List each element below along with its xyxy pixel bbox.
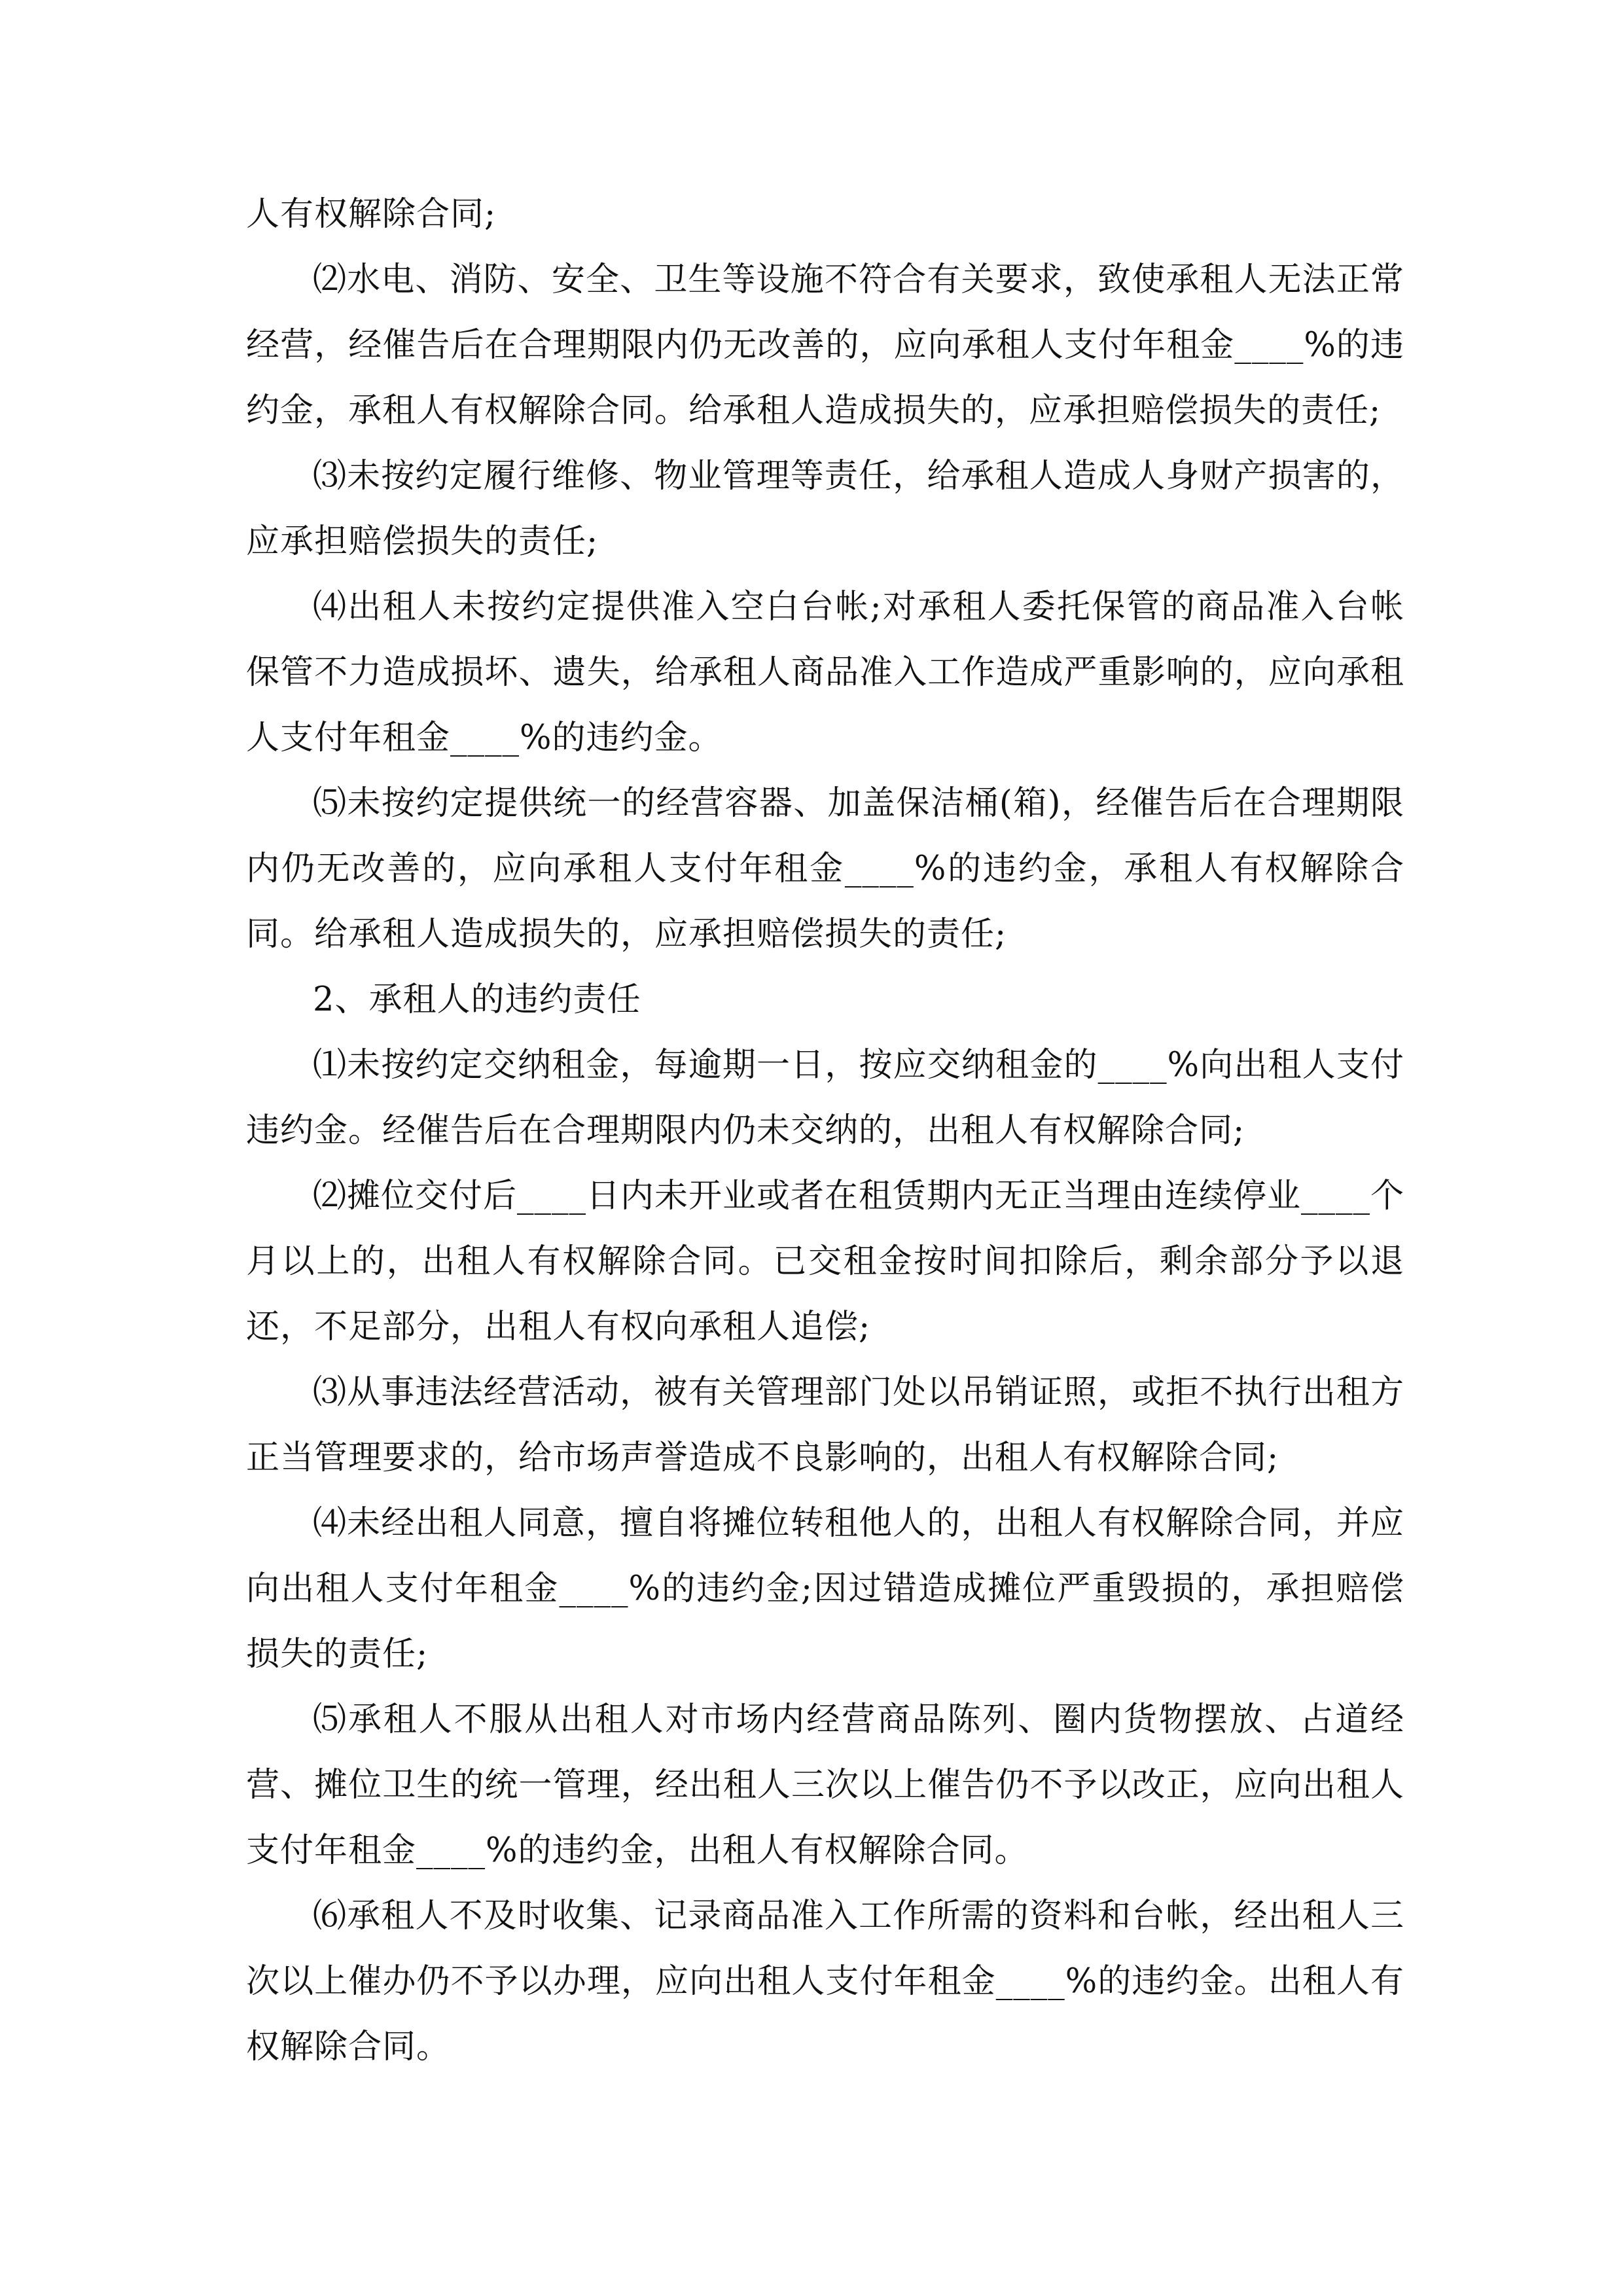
paragraph-lessee-clause-4: ⑷未经出租人同意，擅自将摊位转租他人的，出租人有权解除合同，并应向出租人支付年租金____%的违约金;因过错造成摊位严重毁损的，承担赔偿损失的责任;: [246, 1504, 1404, 1674]
paragraph-lessor-clause-5: ⑸未按约定提供统一的经营容器、加盖保洁桶(箱)，经催告后在合理期限内仍无改善的，应向承租人支付年租金____%的违约金，承租人有权解除合同。给承租人造成损失的，应承担赔偿损失的责任;: [246, 784, 1404, 954]
paragraph-lessee-clause-6: ⑹承租人不及时收集、记录商品准入工作所需的资料和台帐，经出租人三次以上催办仍不予以办理，应向出租人支付年租金____%的违约金。出租人有权解除合同。: [246, 1897, 1404, 2066]
section-heading-lessee-liability: 2、承租人的违约责任: [313, 980, 641, 1019]
paragraph-lessor-clause-2: ⑵水电、消防、安全、卫生等设施不符合有关要求，致使承租人无法正常经营，经催告后在合理期限内仍无改善的，应向承租人支付年租金____%的违约金，承租人有权解除合同。给承租人造成损失的，应承担赔偿损失的责任;: [246, 260, 1404, 430]
paragraph-lessor-clause-4: ⑷出租人未按约定提供准入空白台帐;对承租人委托保管的商品准入台帐保管不力造成损坏、遗失，给承租人商品准入工作造成严重影响的，应向承租人支付年租金____%的违约金。: [246, 588, 1404, 757]
paragraph-continuation: 人有权解除合同;: [246, 195, 497, 234]
paragraph-lessee-clause-3: ⑶从事违法经营活动，被有关管理部门处以吊销证照，或拒不执行出租方正当管理要求的，给市场声誉造成不良影响的，出租人有权解除合同;: [246, 1373, 1404, 1477]
paragraph-lessor-clause-3: ⑶未按约定履行维修、物业管理等责任，给承租人造成人身财产损害的，应承担赔偿损失的责任;: [246, 457, 1404, 561]
paragraph-lessee-clause-1: ⑴未按约定交纳租金，每逾期一日，按应交纳租金的____%向出租人支付违约金。经催告后在合理期限内仍未交纳的，出租人有权解除合同;: [246, 1046, 1404, 1150]
paragraph-lessee-clause-2: ⑵摊位交付后____日内未开业或者在租赁期内无正当理由连续停业____个月以上的，出租人有权解除合同。已交租金按时间扣除后，剩余部分予以退还，不足部分，出租人有权向承租人追偿;: [246, 1177, 1405, 1346]
document-body: [246, 182, 1404, 2080]
paragraph-lessee-clause-5: ⑸承租人不服从出租人对市场内经营商品陈列、圈内货物摆放、占道经营、摊位卫生的统一管理，经出租人三次以上催告仍不予以改正，应向出租人支付年租金____%的违约金，出租人有权解除合同。: [246, 1700, 1404, 1870]
